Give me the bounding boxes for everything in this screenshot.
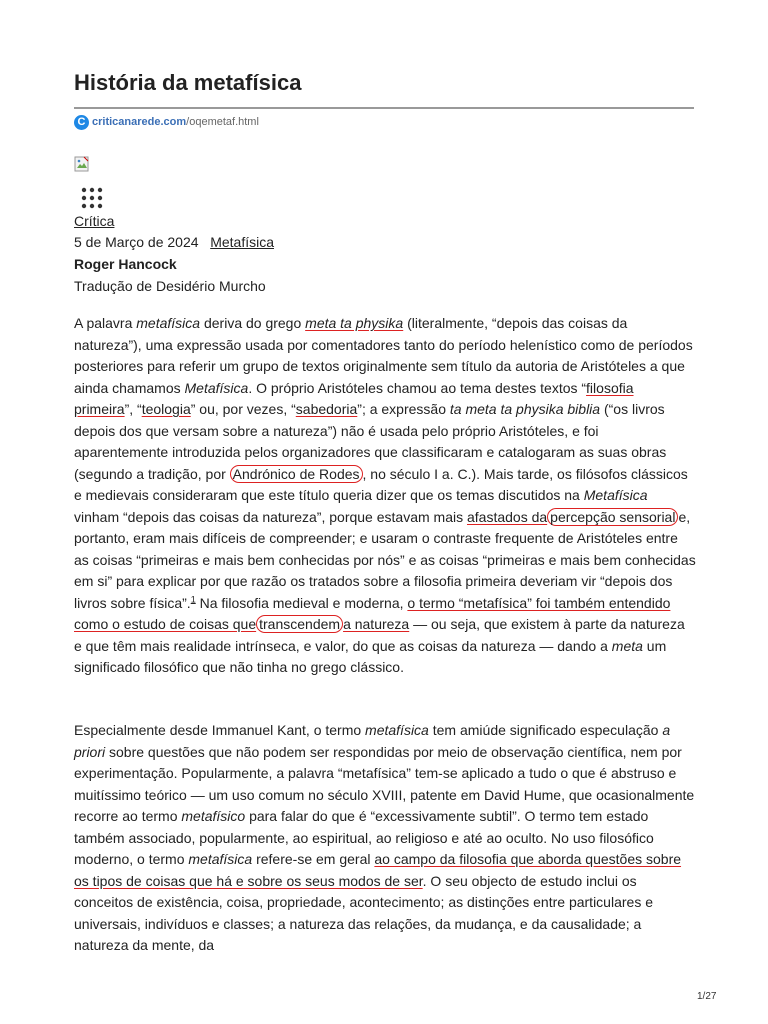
source-path: /oqemetaf.html [186, 116, 259, 128]
tag-link[interactable]: Metafísica [210, 234, 275, 250]
apps-grid-icon[interactable] [80, 187, 104, 209]
page-number: 1/27 [697, 991, 717, 1002]
broken-image-icon [74, 156, 90, 172]
category-link[interactable]: Crítica [74, 213, 115, 229]
page-title: História da metafísica [74, 70, 302, 95]
author-name: Roger Hancock [74, 256, 177, 272]
source-domain: criticanarede.com [92, 116, 187, 128]
paragraph-2: Especialmente desde Immanuel Kant, o termo metafísica tem amiúde significado especulação a priori sobre questões que não podem ser respondidas por meio de observação científica, nem por experimentação. Popularmente, a palavra “metafísica” tem-se aplicado a tudo o que é abstruso e muitíssimo teórico — um uso comum no século XVIII, patente em David Hume, que ocasionalmente recorre ao termo metafísico para falar do que é “excessivamente subtil”. O termo tem estado também associado, popularmente, ao espiritual, ao religioso e até ao oculto. No uso filosófico moderno, o termo metafísica refere-se em geral ao campo da filosofia que aborda questões sobre os tipos de coisas que há e sobre os seus modos de ser. O seu objecto de estudo inclui os conceitos de existência, coisa, propriedade, acontecimento; as distinções entre particulares e universais, indivíduos e classes; a natureza das relações, da mudança, e da causalidade; a natureza da mente, da [74, 722, 695, 953]
post-date: 5 de Março de 2024 [74, 234, 199, 250]
paragraph-1: A palavra metafísica deriva do grego meta ta physika (literalmente, “depois das coisas da natureza”), uma expressão usada por comentadores tanto do período helenístico como de períodos posteriores para referir um grupo de textos originalmente sem título da autoria de Aristóteles a que ainda chamamos Metafísica. O próprio Aristóteles chamou ao tema destes textos “filosofia primeira”, “teologia” ou, por vezes, “sabedoria”; a expressão ta meta ta physika biblia (“os livros depois dos que versam sobre a natureza”) não é usada pelo próprio Aristóteles, e foi aparentemente introduzida pelos organizadores que classificaram e catalogaram as suas obras (segundo a tradição, por Andrónico de Rodes , no século I a. C.). Mais tarde, os filósofos clássicos e medievais consideraram que este título queria dizer que os temas discutidos na Metafísica vinham “depois das coisas da natureza”, porque estavam mais afastados da percepção sensorial e, portanto, eram mais difíceis de compreender; e usaram o contraste frequente de Aristóteles entre as coisas “primeiras e mais bem conhecidas por nós” e as coisas “primeiras e mais bem conhecidas em si” para explicar por que razão os tratados sobre a filosofia primeira deveriam vir “depois dos livros sobre física”.$^1$ Na filosofia medieval e moderna, o termo “metafísica” foi também entendido como o estudo de coisas que transcendem a natureza — ou seja, que existem à parte da natureza e que têm mais realidade intrínseca, e valor, do que as coisas da natureza — dando a meta um significado filosófico que não tinha no grego clássico. [74, 315, 696, 675]
footnote-link[interactable]: 1 [190, 593, 196, 604]
title-divider [74, 107, 694, 109]
source-link[interactable] [74, 114, 259, 130]
translation-credit: Tradução de Desidério Murcho [74, 278, 266, 294]
site-logo-icon: C [74, 115, 89, 130]
